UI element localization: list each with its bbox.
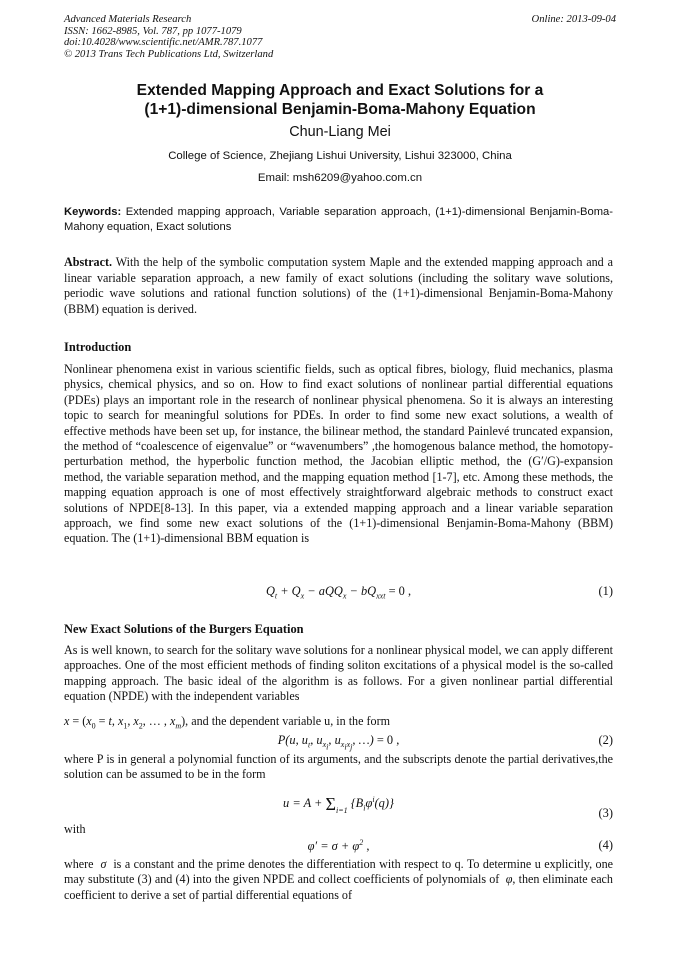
- affiliation: College of Science, Zhejiang Lishui University, Lishui 323000, China: [168, 150, 512, 162]
- final-text-c: polynomials of: [426, 872, 500, 887]
- doi-line: doi:10.4028/www.scientific.net/AMR.787.1077: [64, 37, 263, 49]
- with-word: with: [64, 822, 86, 836]
- equation-2-body: P(u, $u_t$, $u_{x_i}$, $u_{x_ix_j}$, …) = 0 ,: [277, 733, 400, 753]
- equation-1-body: $Q_t + Q_x - aQQ_x - bQ_{xxt} = 0$ ,: [265, 584, 412, 601]
- title-line-1: Extended Mapping Approach and Exact Solutions for a: [136, 82, 544, 99]
- keywords-block: [64, 205, 613, 235]
- equation-4-number: (4): [598, 838, 613, 852]
- section2-tail: , and the dependent variable u, in the form: [185, 714, 391, 728]
- online-date: Online: 2013-09-04: [531, 14, 616, 25]
- sigma-symbol: σ: [97, 857, 110, 871]
- final-text-b: is a constant and the prime denotes the differentiation with respect to q. To determine u explicitly, one may substitute (3) and (4) into the given NPDE and collect coefficients of: [64, 857, 614, 887]
- intro-heading: Introduction: [64, 340, 132, 354]
- title-line-2: (1+1)-dimensional Benjamin-Boma-Mahony Equation: [144, 101, 536, 118]
- after-equation-2-text: where P is in general a polynomial function of its arguments, and the subscripts denote the partial derivatives,the solution can be assumed to be in the form: [64, 752, 613, 782]
- equation-2: [64, 733, 613, 751]
- independent-variables-line: $x = (x_0 = t$, $x_1$, $x_2$, … , $x_m$), and the dependent variable u, in the form: [64, 714, 391, 731]
- equation-3: [64, 790, 613, 830]
- journal-header: [64, 14, 616, 60]
- final-text-d: , then eliminate each coefficient to derive a set of partial differential equations of: [64, 872, 613, 902]
- author-name: Chun-Liang Mei: [289, 124, 391, 140]
- issn-line: ISSN: 1662-8985, Vol. 787, pp 1077-1079: [64, 25, 242, 37]
- section2-paragraph: As is well known, to search for the solitary wave solutions for a nonlinear physical model, we can apply different approaches. One of the most efficient methods of finding soliton excitations of a physical model is the so-called mapping approach. The basic ideal of the algorithm is as follows. For a given nonlinear partial differential equation (NPDE) with the independent variables: [64, 643, 613, 704]
- independent-variables-math: x: [64, 714, 70, 728]
- abstract-label: Abstract.: [64, 255, 113, 269]
- equation-3-number: (3): [598, 806, 613, 820]
- journal-name: Advanced Materials Research: [64, 14, 192, 25]
- paper-title: [64, 81, 616, 119]
- final-paragraph: [64, 857, 613, 903]
- copyright-line: © 2013 Trans Tech Publications Ltd, Switzerland: [64, 48, 274, 60]
- intro-paragraph: Nonlinear phenomena exist in various scientific fields, such as optical fibres, biology, fluid mechanics, plasma physics, chemical physics, and so on. How to find exact solutions of nonlinear partial differential equations (PDEs) plays an important role in the research of nonlinear physical phenomena. So it is always an interesting topic to search for meaningful solutions for PDEs. In order to find some new exact solutions, a wealth of effective methods have been set up, for instance, the bilinear method, the standard Painlevé truncated expansion, the method of “coalescence of eigenvalue” or “wavenumbers” ,the homogenous balance method, the homotopy-perturbation method, the hyperbolic function method, the Jacobian elliptic method, the (G′/G)-expansion method, the variable separation method, and the mapping equation method [1-7], etc. Among these methods, the mapping equation approach is one of most effectively straightforward algebraic methods to construct exact solutions of NPDE[8-13]. In this paper, via a extended mapping approach and a linear variable separation approach, we find some new exact solutions of the (1+1)-dimensional Benjamin-Boma-Mahony (BBM) equation. The (1+1)-dimensional BBM equation is: [64, 362, 613, 546]
- equation-3-body: $u = A + \Sigma_{i=1}$ $\{B_i\varphi^i(q)\}$: [283, 794, 394, 815]
- section2-heading: New Exact Solutions of the Burgers Equation: [64, 622, 304, 636]
- equation-1-number: (1): [598, 584, 613, 598]
- abstract-text: With the help of the symbolic computation system Maple and the extended mapping approach and a linear variable separation approach, a new family of exact solutions (including the solitary wave solutions, periodic wave solutions and rational function solutions) of the (1+1)-dimensional Benjamin-Boma-Mahony (BBM) equation is derived.: [64, 255, 613, 316]
- equation-2-number: (2): [598, 733, 613, 747]
- final-text-a: where: [64, 857, 94, 871]
- abstract-block: [64, 255, 613, 317]
- keywords-label: Keywords:: [64, 206, 122, 218]
- equation-1: [64, 584, 613, 602]
- author-email: Email: msh6209@yahoo.com.cn: [257, 172, 423, 184]
- keywords-text: Extended mapping approach, Variable separation approach, (1+1)-dimensional Benjamin-Boma-Mahony equation, Exact solutions: [64, 206, 613, 233]
- equation-4: [64, 838, 613, 856]
- equation-4-body: $\varphi' = \sigma + \varphi^2$ ,: [307, 838, 370, 854]
- phi-symbol: φ: [502, 872, 513, 887]
